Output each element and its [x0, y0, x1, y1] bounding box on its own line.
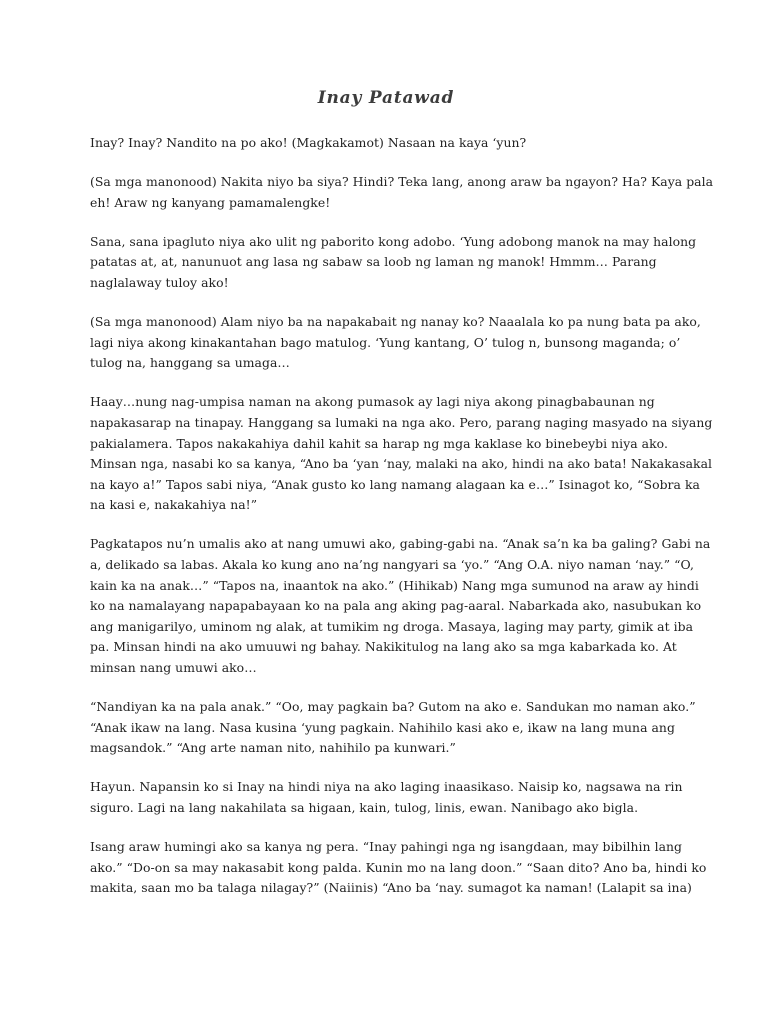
paragraph [90, 697, 696, 759]
paragraph [90, 392, 713, 516]
paragraph [90, 312, 701, 374]
paragraph [90, 837, 707, 899]
paragraph [90, 133, 690, 154]
text-line: (Sa mga manonood) Alam niyo ba na napakabait ng nanay ko? Naaalala ko pa nung bata pa ako, [90, 314, 701, 330]
text-line: Isang araw humingi ako sa kanya ng pera. “Inay pahingi nga ng isangdaan, may bibilhin lang [90, 839, 683, 855]
text-line: ako.” “Do-on sa may nakasabit kong palda. Kunin mo na lang doon.” “Saan dito? Ano ba, hindi ko [90, 859, 707, 875]
text-line: na kasi e, nakakahiya na!” [90, 497, 258, 513]
text-line: naglalaway tuloy ako! [90, 274, 229, 290]
text-line: “Anak ikaw na lang. Nasa kusina ‘yung pagkain. Nahihilo kasi ako e, ikaw na lang muna ang [90, 719, 675, 735]
text-line: Minsan nga, nasabi ko sa kanya, “Ano ba ‘yan ‘nay, malaki na ako, hindi na ako bata! Nakakasakal [90, 456, 713, 472]
text-line: “Nandiyan ka na pala anak.” “Oo, may pagkain ba? Gutom na ako e. Sandukan mo naman ako.” [90, 699, 696, 715]
text-line: Hayun. Napansin ko si Inay na hindi niya na ako laging inaasikaso. Naisip ko, nagsawa na rin [90, 779, 683, 795]
text-line: Haay…nung nag-umpisa naman na akong pumasok ay lagi niya akong pinagbabaunan ng [90, 394, 655, 410]
document-body [90, 133, 714, 917]
text-line: ang manigarilyo, uminom ng alak, at tumikim ng droga. Masaya, laging may party, gimik at iba [90, 618, 694, 634]
text-line: napakasarap na tinapay. Hanggang sa lumaki na nga ako. Pero, parang naging masyado na siyang [90, 414, 713, 430]
text-line: ko na namalayang napapabayaan ko na pala ang aking pag-aaral. Nabarkada ako, nasubukan ko [90, 598, 702, 614]
text-line: makita, saan mo ba talaga nilagay?” (Naiinis) “Ano ba ‘nay. sumagot ka naman! (Lalapit sa ina) [90, 880, 692, 896]
document-title: Inay Patawad [317, 88, 455, 108]
text-line: tulog na, hanggang sa umaga… [90, 355, 290, 371]
text-line: Inay? Inay? Nandito na po ako! (Magkakamot) Nasaan na kaya ‘yun? [90, 135, 527, 150]
text-line: patatas at, at, nanunuot ang lasa ng sabaw sa loob ng laman ng manok! Hmmm… Parang [90, 254, 657, 270]
text-line: eh! Araw ng kanyang pamamalengke! [90, 194, 331, 210]
text-line: (Sa mga manonood) Nakita niyo ba siya? Hindi? Teka lang, anong araw ba ngayon? Ha? Kaya pala [90, 174, 714, 190]
text-line: magsandok.” “Ang arte naman nito, nahihilo pa kunwari.” [90, 740, 456, 756]
text-line: na kayo a!” Tapos sabi niya, “Anak gusto ko lang namang alagaan ka e…” Isinagot ko, “Sobra ka [90, 476, 700, 492]
text-line: a, delikado sa labas. Akala ko kung ano na’ng nangyari sa ‘yo.” “Ang O.A. niyo naman ‘nay.” “O, [90, 557, 694, 572]
text-line: minsan nang umuwi ako… [90, 659, 257, 675]
text-line: siguro. Lagi na lang nakahilata sa higaan, kain, tulog, linis, ewan. Nanibago ako bigla. [90, 799, 639, 815]
text-line: pa. Minsan hindi na ako umuuwi ng bahay. Nakikitulog na lang ako sa mga kabarkada ko. At [90, 639, 677, 655]
text-line: pakialamera. Tapos nakakahiya dahil kahit sa harap ng mga kaklase ko binebeybi niya ako. [90, 435, 668, 451]
paragraph [90, 232, 697, 294]
text-line: kain ka na anak…” “Tapos na, inaantok na ako.” (Hihikab) Nang mga sumunod na araw ay hindi [90, 577, 699, 593]
text-line: lagi niya akong kinakantahan bago matulog. ‘Yung kantang, O’ tulog n, bunsong maganda; o’ [90, 334, 681, 350]
text-line: Pagkatapos nu’n umalis ako at nang umuwi ako, gabing-gabi na. “Anak sa’n ka ba galing? Gabi na [90, 536, 711, 552]
text-line: Sana, sana ipagluto niya ako ulit ng paborito kong adobo. ‘Yung adobong manok na may halong [90, 233, 697, 249]
paragraph [90, 534, 711, 678]
paragraph [90, 172, 714, 213]
paragraph [90, 777, 690, 818]
